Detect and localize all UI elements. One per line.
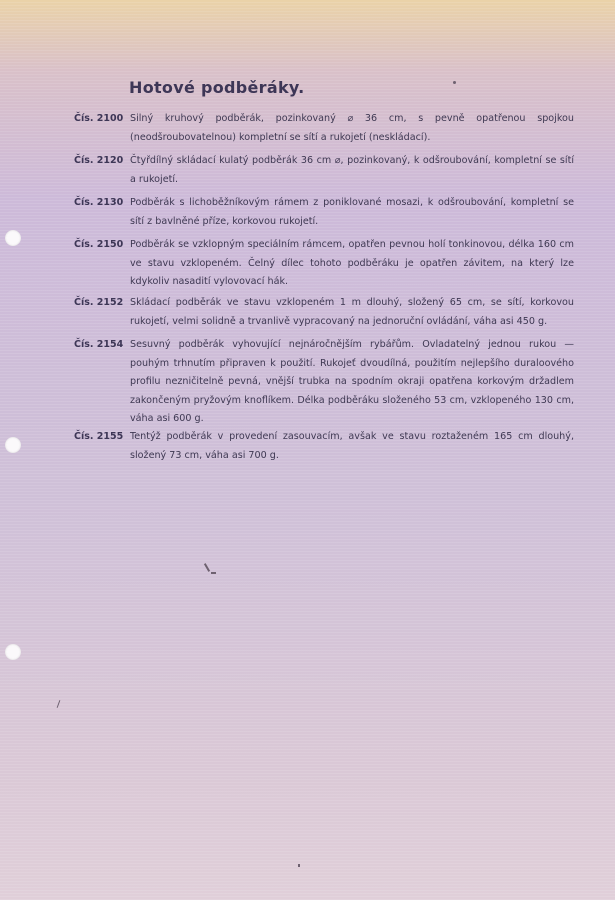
binder-hole-middle [5, 437, 21, 453]
entry-number: Čís. 2100 [74, 113, 124, 124]
paper-speck [453, 81, 456, 84]
entry-description: Sesuvný podběrák vyhovující nejnáročnějším rybářům. Ovladatelný jednou rukou — pouhým trhnutím připraven k použití. Rukojeť dvoudílná, použitím nejlepšího duraloového profilu nezničitelně pevná, vnější trubka na spodním okraji opatřena korkovým držadlem zakončeným pryžovým knoflíkem. Délka podběráku složeného 53 cm, vzklopeného 130 cm, váha asi 600 g. [130, 339, 574, 425]
entry-description: Tentýž podběrák v provedení zasouvacím, avšak ve stavu roztaženém 165 cm dlouhý, složený 73 cm, váha asi 700 g. [130, 431, 574, 461]
entry-description: Silný kruhový podběrák, pozinkovaný ⌀ 36 cm, s pevně opatřenou spojkou (neodšroubovatelnou) kompletní se sítí a rukojetí (neskládací). [130, 113, 574, 143]
entry-description: Čtyřdílný skládací kulatý podběrák 36 cm ⌀, pozinkovaný, k odšroubování, kompletní se sítí a rukojetí. [130, 155, 574, 185]
binder-hole-top [5, 230, 21, 246]
paper-speck [57, 700, 61, 708]
entry-number: Čís. 2150 [74, 239, 124, 250]
entry-description: Podběrák se vzklopným speciálním rámcem, opatřen pevnou holí tonkinovou, délka 160 cm ve stavu vzklopeném. Čelný dílec tohoto podběráku je opatřen závitem, na který lze kdykoliv nasadití vylovovací hák. [130, 239, 574, 288]
entry-number: Čís. 2155 [74, 431, 124, 442]
entry-number: Čís. 2120 [74, 155, 124, 166]
entry-description: Podběrák s lichoběžníkovým rámem z poniklované mosazi, k odšroubování, kompletní se sítí z bavlněné příze, korkovou rukojetí. [130, 197, 574, 227]
binder-hole-bottom [5, 644, 21, 660]
paper-speck [204, 563, 210, 572]
entry-description: Skládací podběrák ve stavu vzklopeném 1 m dlouhý, složený 65 cm, se sítí, korkovou rukojetí, velmi solidně a trvanlivě vypracovaný na jednoruční ovládání, váha asi 450 g. [130, 297, 574, 327]
entry-number: Čís. 2152 [74, 297, 124, 308]
entry-number: Čís. 2154 [74, 339, 124, 350]
page-title: Hotové podběráky. [129, 78, 305, 97]
entry-number: Čís. 2130 [74, 197, 124, 208]
paper-speck [298, 864, 300, 867]
paper-speck [211, 572, 216, 574]
